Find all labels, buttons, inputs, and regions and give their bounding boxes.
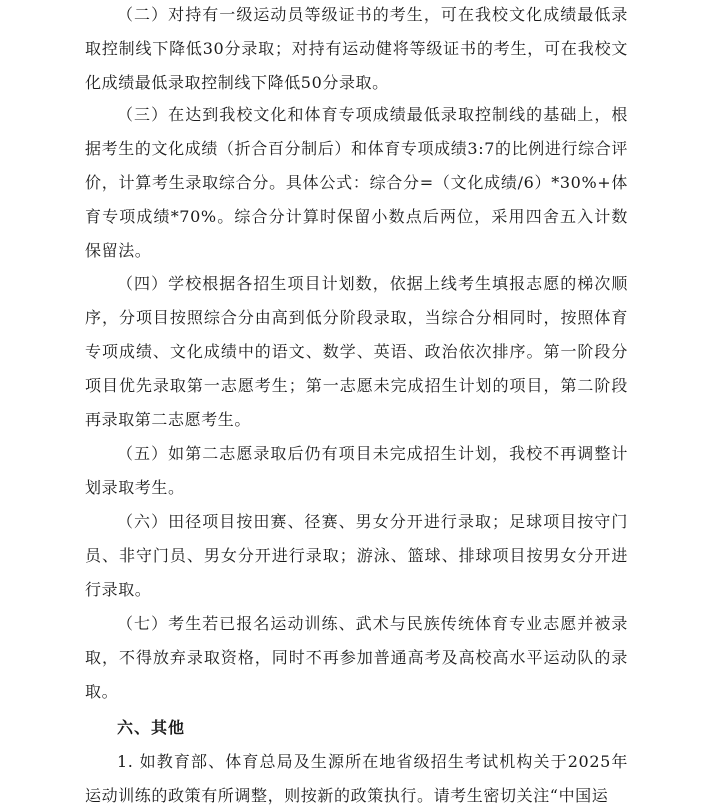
paragraph-6: （六）田径项目按田赛、径赛、男女分开进行录取；足球项目按守门员、非守门员、男女分开进行录取；游泳、篮球、排球项目按男女分开进行录取。: [85, 512, 628, 599]
paragraph-7: （七）考生若已报名运动训练、武术与民族传统体育专业志愿并被录取，不得放弃录取资格，同时不再参加普通高考及高校高水平运动队的录取。: [85, 614, 628, 701]
paragraph-5: （五）如第二志愿录取后仍有项目未完成招生计划，我校不再调整计划录取考生。: [85, 444, 628, 497]
section-heading: 六、其他: [117, 718, 186, 737]
paragraph-2: （二）对持有一级运动员等级证书的考生，可在我校文化成绩最低录取控制线下降低30分录取；对持有运动健将等级证书的考生，可在我校文化成绩最低录取控制线下降低50分录取。: [85, 5, 628, 92]
paragraph-3: （三）在达到我校文化和体育专项成绩最低录取控制线的基础上，根据考生的文化成绩（折合百分制后）和体育专项成绩3:7的比例进行综合评价，计算考生录取综合分。具体公式：综合分=（文化成绩/6）*30%+体育专项成绩*70%。综合分计算时保留小数点后两位，采用四舍五入计数保留法。: [85, 105, 628, 260]
section-paragraph-1: 1. 如教育部、体育总局及生源所在地省级招生考试机构关于2025年运动训练的政策有所调整，则按新的政策执行。请考生密切关注“中国运: [85, 752, 628, 805]
paragraph-4: （四）学校根据各招生项目计划数，依据上线考生填报志愿的梯次顺序，分项目按照综合分由高到低分阶段录取，当综合分相同时，按照体育专项成绩、文化成绩中的语文、数学、英语、政治依次排序。第一阶段分项目优先录取第一志愿考生；第一志愿未完成招生计划的项目，第二阶段再录取第二志愿考生。: [85, 274, 628, 429]
